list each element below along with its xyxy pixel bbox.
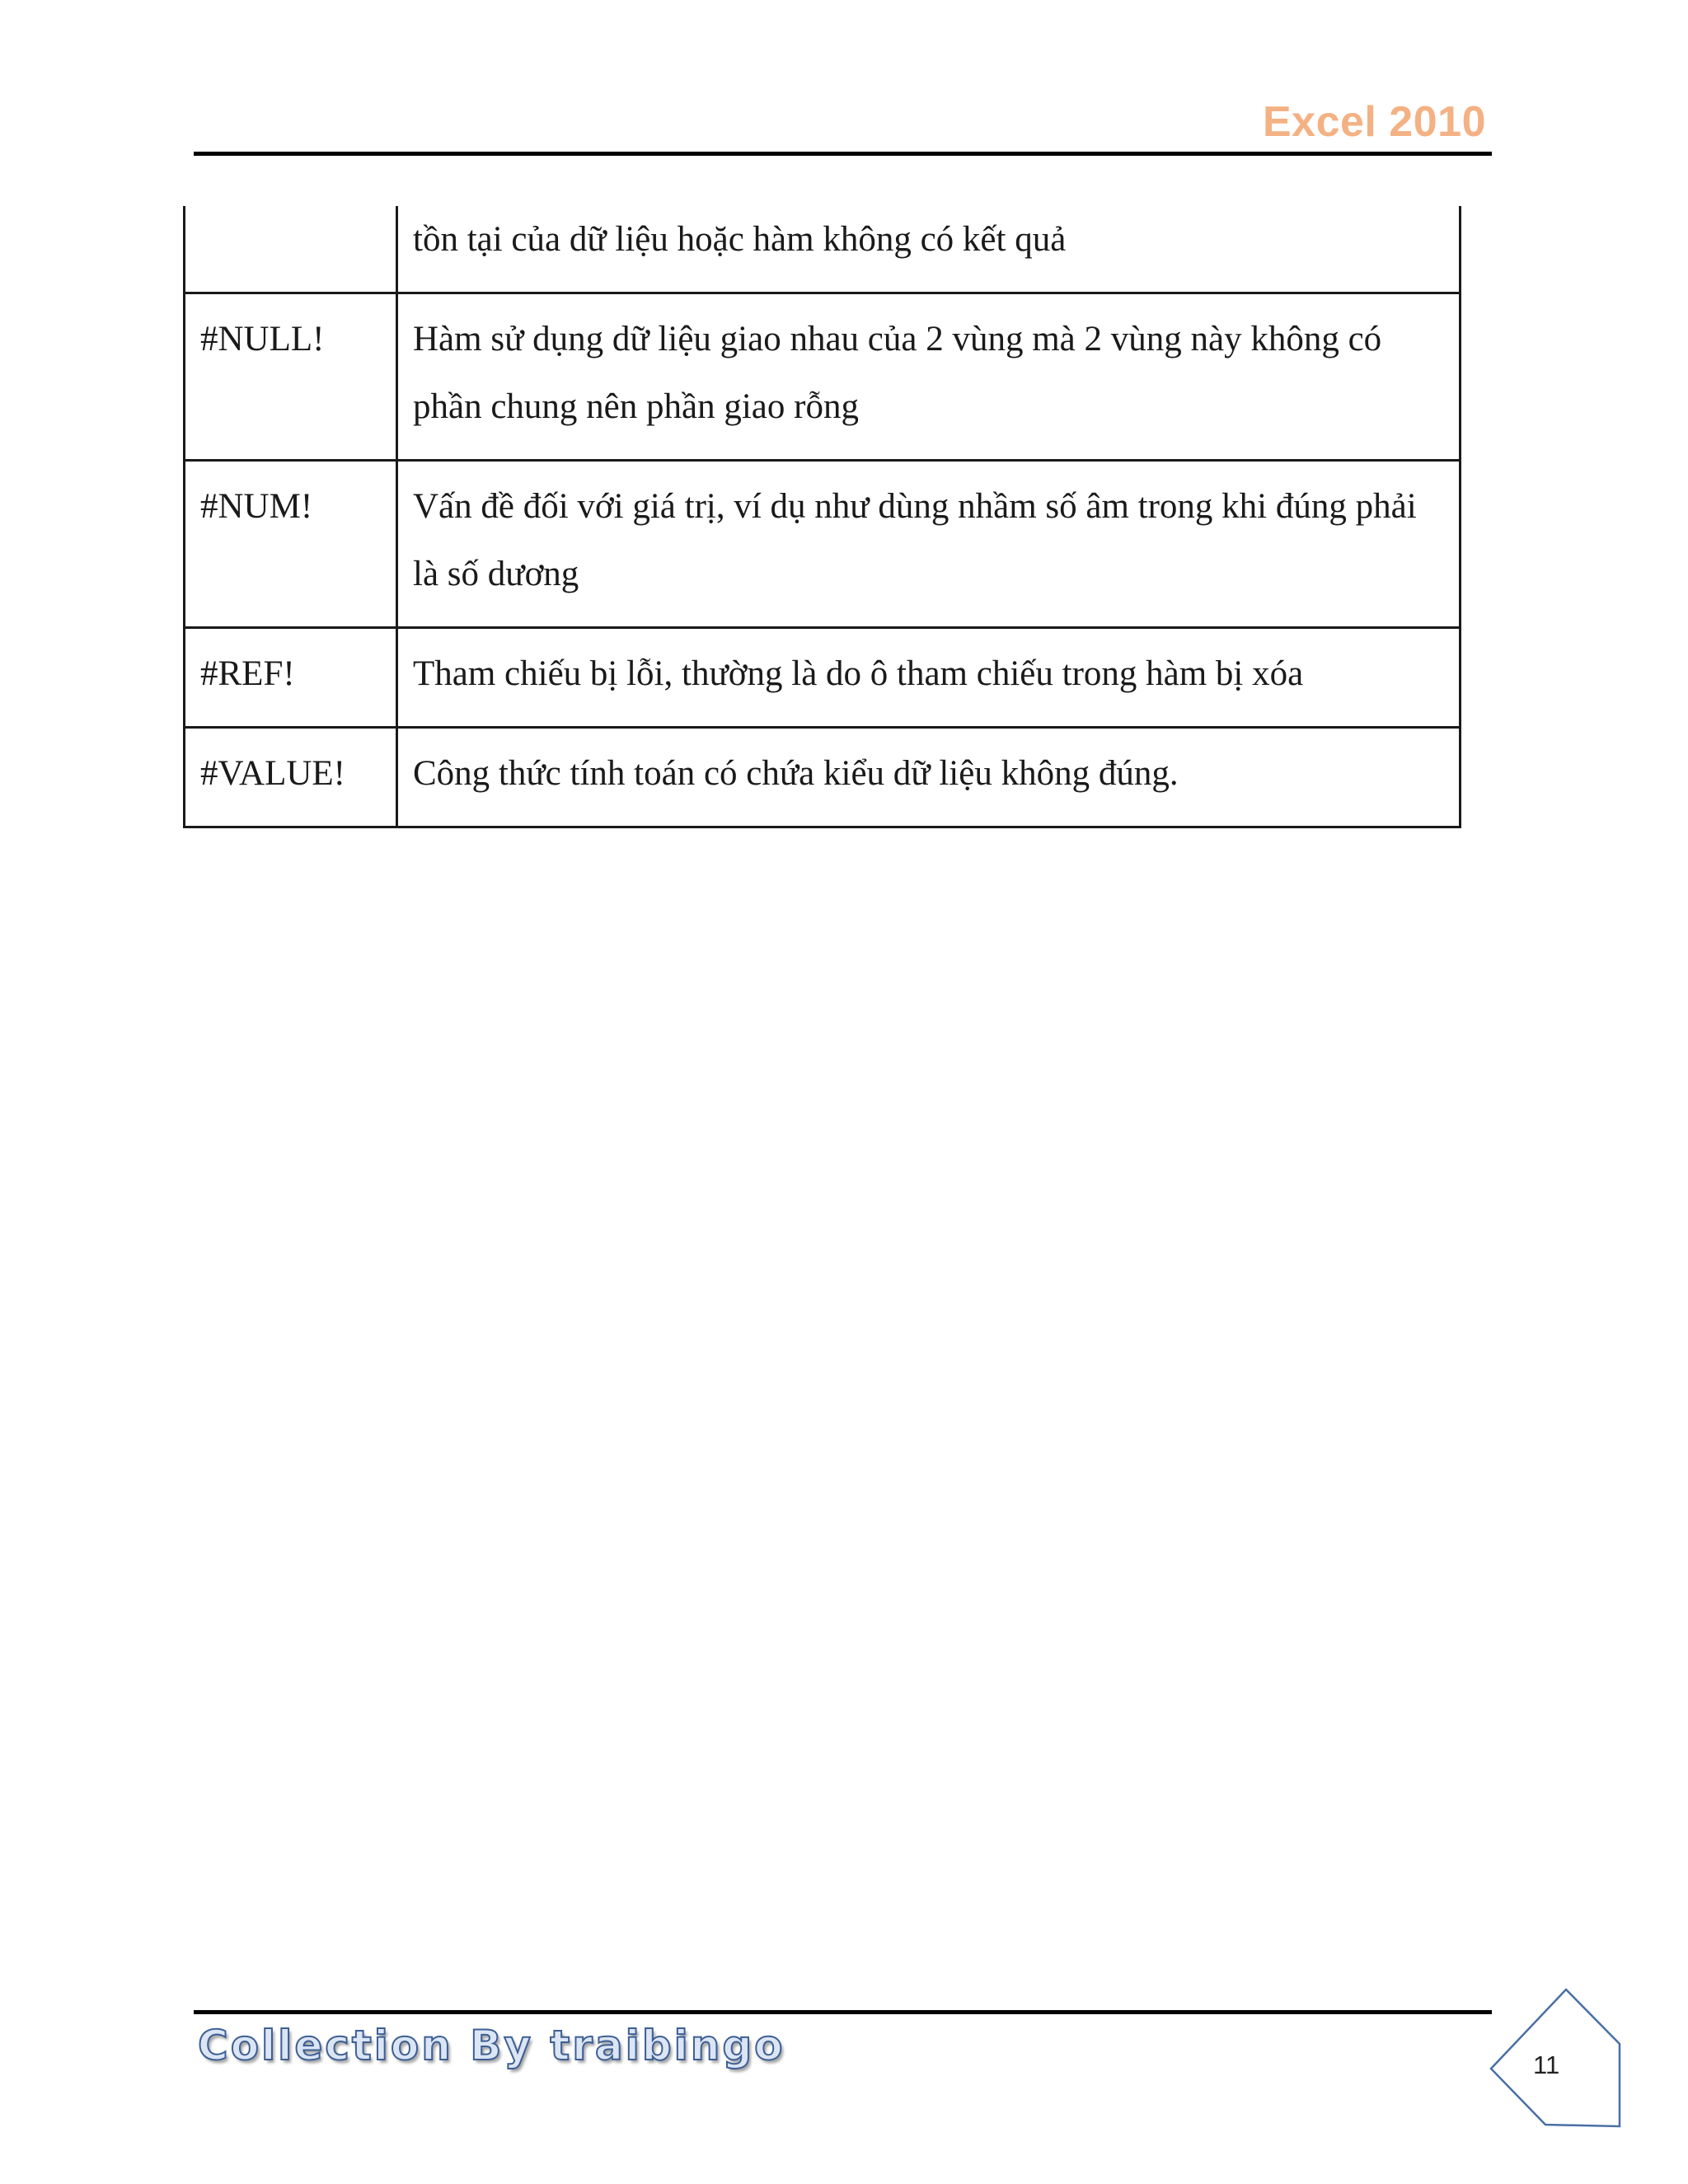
footer-rule: [194, 2010, 1492, 2014]
header-title: Excel 2010: [1262, 98, 1486, 146]
table-row: [185, 628, 1461, 728]
footer-collection-text: Collection By traibingo: [198, 2022, 785, 2069]
error-code-cell: [185, 206, 397, 293]
table-row: [185, 293, 1461, 461]
error-codes-table: [183, 206, 1461, 828]
page-number: 11: [1533, 2050, 1560, 2079]
error-code-cell: #VALUE!: [185, 728, 397, 827]
error-code-cell: #REF!: [185, 628, 397, 728]
error-description-cell: Công thức tính toán có chứa kiểu dữ liệu không đúng.: [397, 728, 1461, 827]
table-row: [185, 728, 1461, 827]
error-description-cell: Hàm sử dụng dữ liệu giao nhau của 2 vùng mà 2 vùng này không có phần chung nên phần giao rỗng: [397, 293, 1461, 461]
header-rule: [194, 152, 1492, 156]
table-row: [185, 461, 1461, 628]
error-description-cell: tồn tại của dữ liệu hoặc hàm không có kết quả: [397, 206, 1461, 293]
error-code-cell: #NUM!: [185, 461, 397, 628]
error-description-cell: Vấn đề đối với giá trị, ví dụ như dùng nhầm số âm trong khi đúng phải là số dương: [397, 461, 1461, 628]
error-code-cell: #NULL!: [185, 293, 397, 461]
error-description-cell: Tham chiếu bị lỗi, thường là do ô tham chiếu trong hàm bị xóa: [397, 628, 1461, 728]
table-row: [185, 206, 1461, 293]
